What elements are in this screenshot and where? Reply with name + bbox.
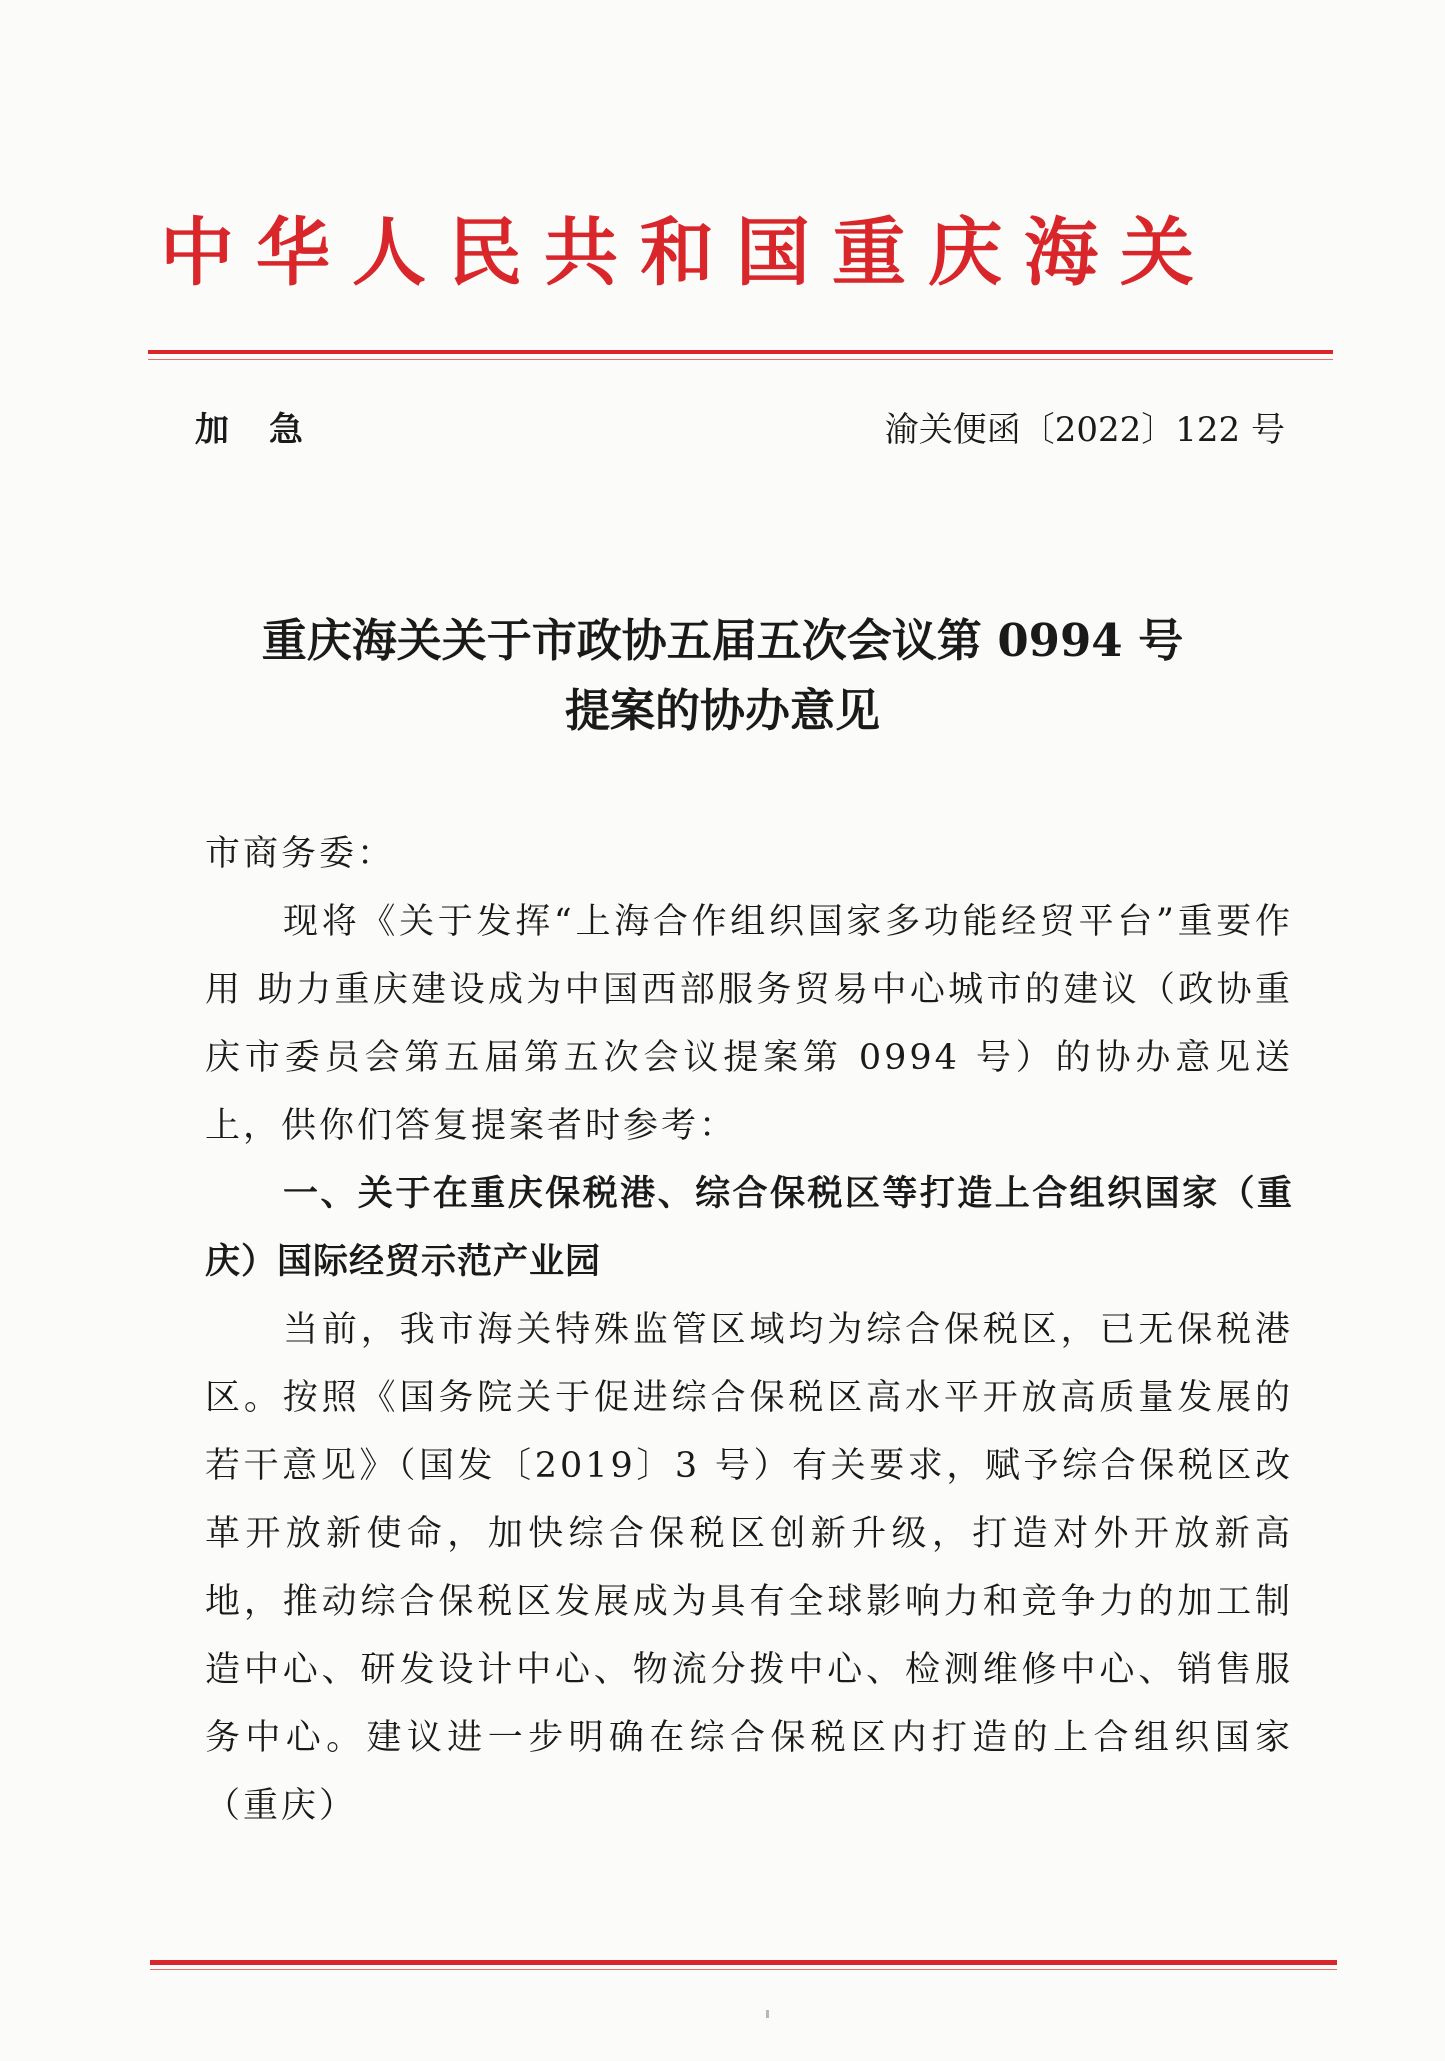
document-title bbox=[170, 606, 1275, 746]
document-number: 渝关便函〔2022〕122 号 bbox=[884, 410, 1285, 450]
section-1-heading: 一、关于在重庆保税港、综合保税区等打造上合组织国家（重庆）国际经贸示范产业园 bbox=[205, 1174, 1293, 1282]
letterhead-red-rule-thin bbox=[148, 359, 1333, 360]
footer-red-rule bbox=[150, 1960, 1337, 1965]
letterhead-red-rule bbox=[148, 350, 1333, 354]
title-line-1: 重庆海关关于市政协五届五次会议第 0994 号 bbox=[261, 614, 1184, 667]
document-body bbox=[205, 820, 1293, 1840]
intro-paragraph: 现将《关于发挥“上海合作组织国家多功能经贸平台”重要作用 助力重庆建设成为中国西部服务贸易中心城市的建议（政协重庆市委员会第五届第五次会议提案第 0994 号）的协办意见送上，供你们答复提案者时参考： bbox=[205, 902, 1293, 1146]
letterhead-org-name: 中华人民共和国重庆海关 bbox=[160, 210, 1216, 296]
title-line-2: 提案的协办意见 bbox=[564, 684, 880, 737]
footer-red-rule-thin bbox=[150, 1969, 1337, 1970]
salutation: 市商务委： bbox=[205, 834, 396, 874]
section-1-paragraph: 当前，我市海关特殊监管区域均为综合保税区，已无保税港区。按照《国务院关于促进综合保税区高水平开放高质量发展的若干意见》（国发〔2019〕3 号）有关要求，赋予综合保税区改革开放新使命，加快综合保税区创新升级，打造对外开放新高地，推动综合保税区发展成为具有全球影响力和竞争力的加工制造中心、研发设计中心、物流分拨中心、检测维修中心、销售服务中心。建议进一步明确在综合保税区内打造的上合组织国家（重庆） bbox=[205, 1310, 1293, 1826]
page-mark bbox=[766, 2010, 769, 2018]
urgency-label: 加急 bbox=[195, 410, 343, 450]
